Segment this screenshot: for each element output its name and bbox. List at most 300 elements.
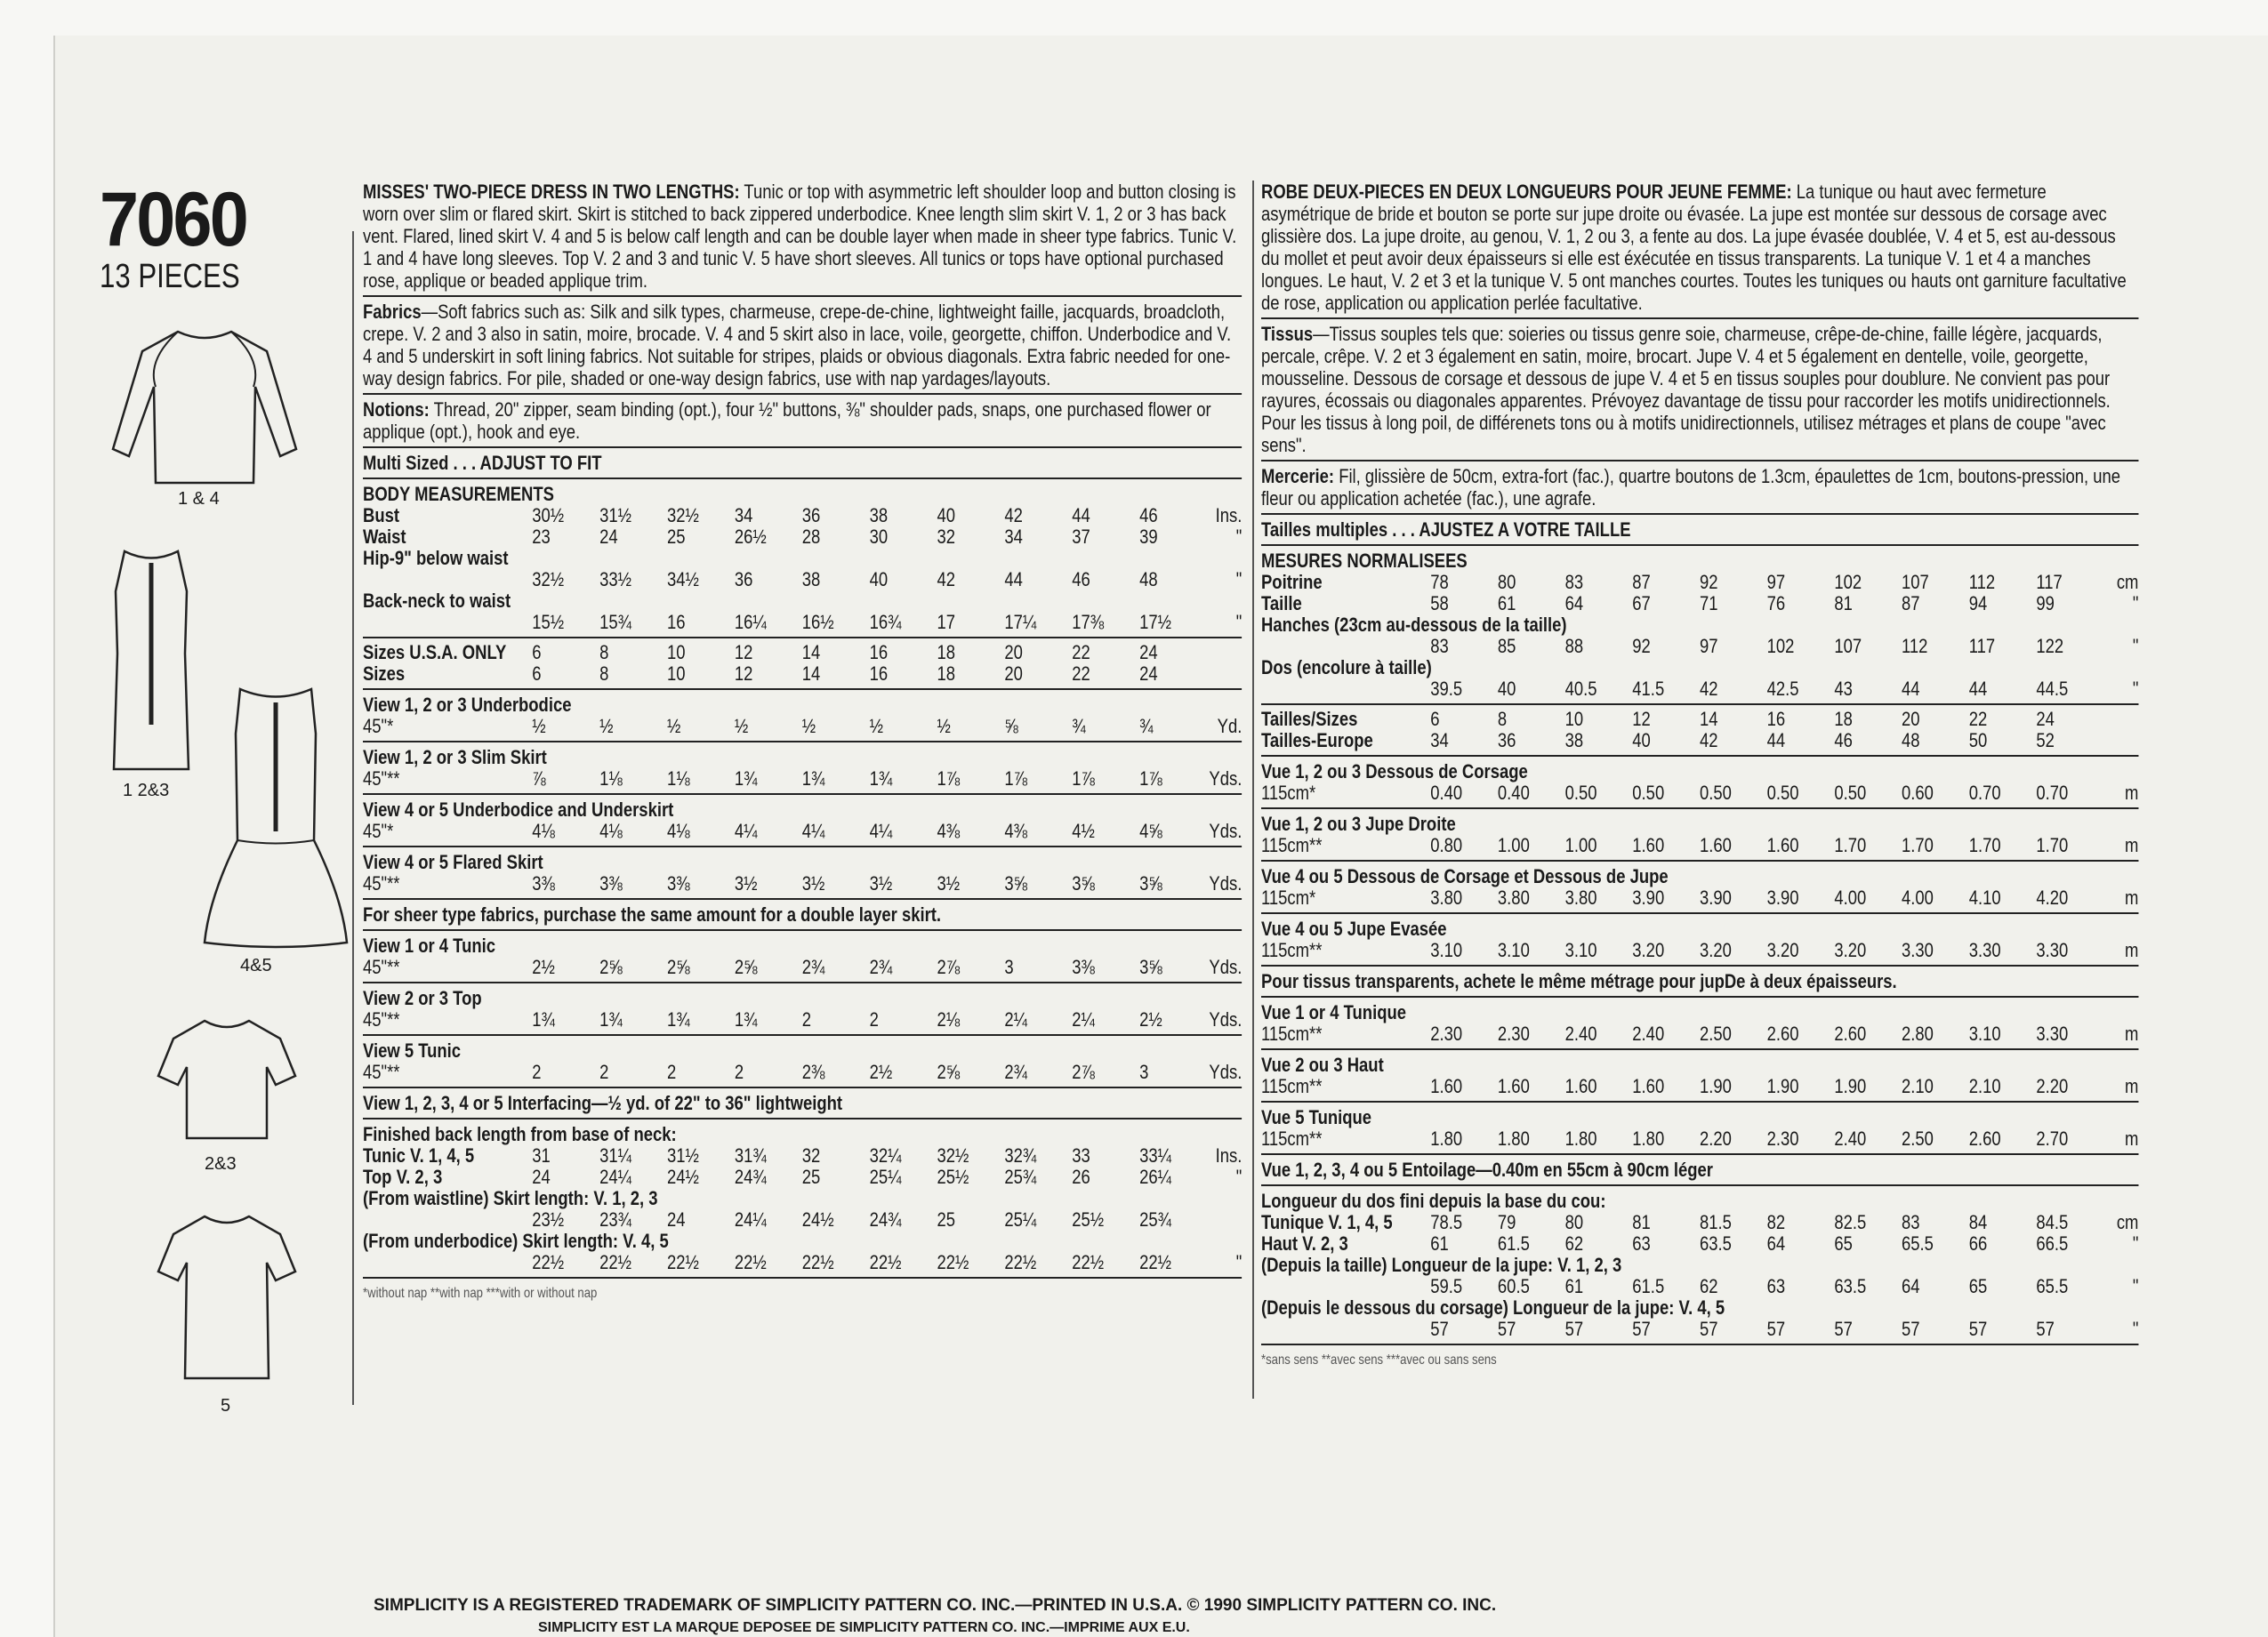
yardage-row (1261, 940, 2138, 961)
size-value: 78.5 (1430, 1211, 1463, 1233)
size-value: 31¾ (734, 1144, 767, 1167)
notions-label: Notions: (363, 398, 430, 421)
finished-length-row (363, 1252, 1242, 1273)
size-value: 3.30 (2036, 1023, 2069, 1045)
size-value: 66.5 (2036, 1232, 2069, 1255)
size-value: 28 (801, 526, 821, 548)
size-value: 34 (1430, 729, 1449, 751)
size-value: 1.60 (1632, 834, 1665, 856)
finished-length-row (363, 1231, 1242, 1252)
size-value: 81 (1632, 1211, 1651, 1233)
size-value: 2⅝ (666, 956, 690, 978)
row-label: Bust (363, 504, 399, 526)
size-value: 16¾ (869, 611, 902, 633)
size-value: 2.40 (1834, 1127, 1867, 1150)
size-value: 3⅜ (532, 872, 555, 895)
size-value: 57 (1902, 1318, 1920, 1340)
size-value: 4⅜ (1004, 820, 1028, 842)
size-value: 2.60 (1968, 1127, 2001, 1150)
size-value: 32¼ (869, 1144, 902, 1167)
row-label: 45"* (363, 820, 394, 842)
body-measurements-heading-fr: MESURES NORMALISEES (1261, 550, 1468, 572)
yardage-row (1261, 1023, 2138, 1045)
size-value: 3 (1004, 956, 1014, 978)
size-value: 4⅛ (599, 820, 623, 842)
size-value: 8 (599, 641, 609, 663)
size-value: 22 (1072, 641, 1090, 663)
row-label: 45"** (363, 1008, 400, 1031)
sketch-underbodice-flared-skirt (200, 685, 351, 951)
finished-length-table-fr (1261, 1212, 2138, 1340)
size-value: 39.5 (1430, 678, 1463, 700)
multi-sized-label-fr: Tailles multiples . . . AJUSTEZ A VOTRE TAILLE (1261, 518, 1631, 541)
size-value: 1.60 (1632, 1075, 1665, 1097)
size-value: 2.10 (1968, 1075, 2001, 1097)
description-text: Tunic or top with asymmetric left shoulder loop and button closing is worn over slim or flared skirt. Skirt is stitched to back zippered underbodice. Knee length slim skirt V. 1, 2 or 3 has back vent. Flared, lined skirt V. 4 and 5 is below calf length and can be double layer when made in sheer type fabrics. Tunic V. 1 and 4 have long sleeves. Top V. 2 and 3 and tunic V. 5 have short sleeves. All tunics or tops have optional purchased rose, applique or beaded applique trim. (363, 181, 1237, 292)
size-value: 3⅝ (1139, 872, 1162, 895)
size-value: 42.5 (1766, 678, 1799, 700)
size-value: 24 (532, 1166, 551, 1188)
size-value: 22½ (1004, 1251, 1037, 1273)
finished-length-row (363, 1145, 1242, 1167)
size-value: 80 (1564, 1211, 1584, 1233)
size-value: 2 (532, 1061, 542, 1083)
finished-length-row (1261, 1255, 2138, 1276)
size-value: 92 (1632, 635, 1651, 657)
yardage-row (1261, 782, 2138, 804)
measurement-row (363, 612, 1242, 633)
size-value: 2.30 (1497, 1023, 1530, 1045)
interfacing-fr: Vue 1, 2, 3, 4 ou 5 Entoilage—0.40m en 55cm à 90cm léger (1261, 1159, 1713, 1181)
yardage-row (1261, 1128, 2138, 1150)
row-label: 45"** (363, 956, 400, 978)
fabrics-label-fr: Tissus (1261, 323, 1314, 345)
size-value: 4½ (1072, 820, 1095, 842)
row-label: Poitrine (1261, 571, 1323, 593)
size-value: 25¾ (1139, 1208, 1172, 1231)
size-value: 18 (937, 641, 956, 663)
size-value: 3 (1139, 1061, 1149, 1083)
sketch-top-short-sleeve (151, 1014, 302, 1147)
size-value: 17⅜ (1072, 611, 1105, 633)
size-value: 3.20 (1632, 939, 1665, 961)
size-value: 102 (1766, 635, 1795, 657)
size-value: 3.30 (1968, 939, 2001, 961)
size-value: 97 (1699, 635, 1718, 657)
unit: " (2132, 1318, 2139, 1340)
size-value: 43 (1834, 678, 1853, 700)
size-value: 87 (1902, 592, 1920, 614)
size-value: 52 (2036, 729, 2055, 751)
size-value: 3.90 (1632, 887, 1665, 909)
size-value: 3.20 (1766, 939, 1799, 961)
row-label: (From underbodice) Skirt length: V. 4, 5 (363, 1230, 669, 1252)
size-value: 24¾ (869, 1208, 902, 1231)
size-value: 39 (1139, 526, 1158, 548)
size-value: 6 (532, 641, 542, 663)
size-value: 1⅞ (1072, 767, 1095, 790)
size-value: 0.50 (1834, 782, 1867, 804)
size-value: 81 (1834, 592, 1853, 614)
size-value: ½ (666, 715, 681, 737)
size-value: 18 (1834, 708, 1853, 730)
unit: " (1235, 568, 1243, 590)
size-value: 46 (1139, 504, 1158, 526)
size-value: 34½ (666, 568, 699, 590)
size-value: 10 (666, 641, 686, 663)
size-value: 57 (1430, 1318, 1449, 1340)
size-value: 83 (1902, 1211, 1920, 1233)
finished-length-heading: Finished back length from base of neck: (363, 1123, 677, 1145)
measurement-row (1261, 614, 2138, 636)
view-heading: View 5 Tunic (363, 1039, 462, 1062)
finished-length-row (1261, 1212, 2138, 1233)
yardage-row (363, 768, 1242, 790)
measurement-row (363, 569, 1242, 590)
notions (363, 398, 1242, 443)
size-value: 3½ (937, 872, 961, 895)
sheer-note: For sheer type fabrics, purchase the same amount for a double layer skirt. (363, 903, 942, 926)
size-value: 14 (801, 662, 821, 685)
size-value: 22½ (1139, 1251, 1172, 1273)
size-value: 20 (1004, 662, 1023, 685)
size-value: 40 (937, 504, 956, 526)
row-label: 45"** (363, 767, 400, 790)
size-value: 24 (2036, 708, 2055, 730)
size-value: 33¼ (1139, 1144, 1172, 1167)
unit: " (1235, 1166, 1243, 1188)
yardage-row (363, 716, 1242, 737)
size-value: 63 (1766, 1275, 1786, 1297)
size-value: 25½ (937, 1166, 969, 1188)
size-row (1261, 709, 2138, 730)
size-value: 2⅜ (801, 1061, 825, 1083)
size-value: 1.80 (1497, 1127, 1530, 1150)
size-value: 57 (2036, 1318, 2055, 1340)
size-value: 65.5 (1902, 1232, 1934, 1255)
yardage-row (1261, 835, 2138, 856)
size-value: 24½ (801, 1208, 834, 1231)
size-value: ½ (801, 715, 816, 737)
size-value: 40.5 (1564, 678, 1597, 700)
size-value: ½ (869, 715, 884, 737)
size-value: 48 (1902, 729, 1920, 751)
size-value: 1.80 (1564, 1127, 1597, 1150)
size-value: 3.30 (2036, 939, 2069, 961)
row-label: Taille (1261, 592, 1302, 614)
size-value: 40 (869, 568, 889, 590)
size-value: 44 (1766, 729, 1786, 751)
size-value: 32½ (937, 1144, 969, 1167)
size-value: 38 (801, 568, 821, 590)
row-label: Back-neck to waist (363, 590, 511, 612)
view-heading: Vue 4 ou 5 Jupe Evasée (1261, 918, 1447, 940)
size-value: 83 (1430, 635, 1449, 657)
size-value: 87 (1632, 571, 1651, 593)
row-label: 115cm** (1261, 834, 1323, 856)
view-label-4-5: 4&5 (240, 956, 272, 975)
size-value: 3.10 (1497, 939, 1530, 961)
size-value: 67 (1632, 592, 1651, 614)
unit: " (2132, 592, 2139, 614)
size-value: 22 (1072, 662, 1090, 685)
yardage-row (363, 1009, 1242, 1031)
row-label: (Depuis la taille) Longueur de la jupe: V. 1, 2, 3 (1261, 1254, 1622, 1276)
measurement-row (363, 526, 1242, 548)
size-value: 2 (801, 1008, 812, 1031)
row-label: Hanches (23cm au-dessous de la taille) (1261, 614, 1567, 636)
size-value: 1.70 (1834, 834, 1867, 856)
size-value: 64 (1766, 1232, 1786, 1255)
size-value: 24½ (666, 1166, 699, 1188)
size-value: 40 (1632, 729, 1651, 751)
size-value: 4¼ (734, 820, 758, 842)
unit: " (2132, 1232, 2139, 1255)
measurement-row (1261, 678, 2138, 700)
size-value: 32½ (666, 504, 699, 526)
size-value: 59.5 (1430, 1275, 1463, 1297)
size-value: 32½ (532, 568, 565, 590)
size-value: 2.60 (1766, 1023, 1799, 1045)
size-value: 34 (1004, 526, 1023, 548)
measurement-row (363, 548, 1242, 569)
size-value: 2¼ (1004, 1008, 1028, 1031)
size-value: 24¼ (599, 1166, 632, 1188)
size-value: 23¾ (599, 1208, 632, 1231)
unit: Yds. (1209, 767, 1243, 790)
fabrics-label: Fabrics (363, 301, 422, 323)
view-heading: Vue 1, 2 ou 3 Jupe Droite (1261, 813, 1456, 835)
size-value: 22½ (937, 1251, 969, 1273)
size-value: 122 (2036, 635, 2064, 657)
size-value: 41.5 (1632, 678, 1665, 700)
size-value: 2⅝ (734, 956, 758, 978)
row-label: Waist (363, 526, 406, 548)
size-value: 22½ (532, 1251, 565, 1273)
notions-fr (1261, 465, 2138, 510)
size-value: 31½ (599, 504, 632, 526)
finished-length-row (363, 1209, 1242, 1231)
unit: " (1235, 1251, 1243, 1273)
view-heading: Vue 1 or 4 Tunique (1261, 1001, 1407, 1023)
row-label: 115cm** (1261, 939, 1323, 961)
notions-text: Thread, 20" zipper, seam binding (opt.), four ½" buttons, ⅜" shoulder pads, snaps, one purchased flower or applique (opt.), hook and eye. (363, 398, 1211, 443)
size-value: 22½ (801, 1251, 834, 1273)
size-value: 12 (1632, 708, 1651, 730)
measurement-row (363, 590, 1242, 612)
english-column (363, 181, 1242, 1304)
size-value: 3.80 (1497, 887, 1530, 909)
size-value: 64 (1564, 592, 1584, 614)
dress-title: MISSES' TWO-PIECE DRESS IN TWO LENGTHS: (363, 181, 740, 203)
multi-sized-label: Multi Sized . . . ADJUST TO FIT (363, 452, 602, 474)
size-value: 1¾ (666, 1008, 690, 1031)
unit: " (2132, 678, 2139, 700)
size-value: 42 (1699, 678, 1718, 700)
description (363, 181, 1242, 292)
unit: cm (2116, 571, 2139, 593)
size-value: 4.00 (1902, 887, 1934, 909)
size-value: ⅝ (1004, 715, 1018, 737)
size-value: 1⅛ (666, 767, 690, 790)
size-value: 0.60 (1902, 782, 1934, 804)
size-value: 38 (1564, 729, 1584, 751)
dress-title-fr: ROBE DEUX-PIECES EN DEUX LONGUEURS POUR JEUNE FEMME: (1261, 181, 1792, 203)
size-value: 25 (801, 1166, 821, 1188)
unit: Ins. (1215, 504, 1243, 526)
size-value: 50 (1968, 729, 1988, 751)
size-value: 1.60 (1699, 834, 1732, 856)
size-value: 0.50 (1632, 782, 1665, 804)
measurement-row (1261, 593, 2138, 614)
view-heading: View 2 or 3 Top (363, 987, 482, 1009)
size-value: 30½ (532, 504, 565, 526)
size-value: 99 (2036, 592, 2055, 614)
view-heading: View 1, 2 or 3 Slim Skirt (363, 746, 547, 768)
notions-label-fr: Mercerie: (1261, 465, 1335, 487)
size-value: 2⅞ (1072, 1061, 1095, 1083)
size-value: 57 (1564, 1318, 1584, 1340)
size-value: 16 (869, 662, 889, 685)
view-heading: View 4 or 5 Underbodice and Underskirt (363, 798, 674, 821)
size-value: 31¼ (599, 1144, 632, 1167)
view-heading: Vue 4 ou 5 Dessous de Corsage et Dessous de Jupe (1261, 865, 1669, 887)
size-value: 80 (1497, 571, 1516, 593)
size-value: 1.60 (1766, 834, 1799, 856)
size-value: 62 (1564, 1232, 1584, 1255)
size-value: 82.5 (1834, 1211, 1867, 1233)
view-heading: Vue 1, 2 ou 3 Dessous de Corsage (1261, 760, 1528, 782)
size-value: 36 (801, 504, 821, 526)
size-value: 4⅜ (937, 820, 961, 842)
size-value: 6 (532, 662, 542, 685)
row-label: 115cm** (1261, 1023, 1323, 1045)
size-value: 24 (599, 526, 618, 548)
size-value: 2 (599, 1061, 609, 1083)
size-value: 16½ (801, 611, 834, 633)
size-value: 3⅜ (666, 872, 690, 895)
size-value: 2½ (532, 956, 555, 978)
size-value: 57 (1834, 1318, 1853, 1340)
unit: " (2132, 635, 2139, 657)
view-label-1-4: 1 & 4 (178, 489, 220, 509)
size-value: 24 (666, 1208, 686, 1231)
size-value: 3⅝ (1139, 956, 1162, 978)
size-value: 2¾ (869, 956, 893, 978)
size-value: 3.10 (1564, 939, 1597, 961)
size-value: 76 (1766, 592, 1786, 614)
size-value: 1¾ (801, 767, 825, 790)
size-value: 23 (532, 526, 551, 548)
trademark-line-en: SIMPLICITY IS A REGISTERED TRADEMARK OF SIMPLICITY PATTERN CO. INC.—PRINTED IN U.S.A. © 1990 SIMPLICITY PATTERN CO. INC. (374, 1596, 1497, 1615)
size-value: 16 (869, 641, 889, 663)
size-value: 3½ (869, 872, 893, 895)
size-value: 42 (937, 568, 956, 590)
size-value: 2.30 (1430, 1023, 1463, 1045)
unit: m (2125, 1023, 2139, 1045)
size-value: 2 (734, 1061, 744, 1083)
size-value: ½ (937, 715, 951, 737)
size-value: 22½ (734, 1251, 767, 1273)
size-value: 4.20 (2036, 887, 2069, 909)
trademark-line-fr: SIMPLICITY EST LA MARQUE DEPOSEE DE SIMPLICITY PATTERN CO. INC.—IMPRIME AUX E.U. (538, 1620, 1190, 1635)
size-value: 1.70 (2036, 834, 2069, 856)
sheer-note-fr: Pour tissus transparents, achete le même métrage pour jupDe à deux épaisseurs. (1261, 970, 1897, 992)
unit: Yd. (1217, 715, 1243, 737)
size-value: 1¾ (734, 1008, 758, 1031)
size-value: 3.80 (1564, 887, 1597, 909)
size-value: 4⅝ (1139, 820, 1162, 842)
size-value: 2⅝ (937, 1061, 961, 1083)
size-value: 3½ (801, 872, 825, 895)
size-value: 36 (1497, 729, 1516, 751)
measurement-row (1261, 657, 2138, 678)
size-value: 46 (1072, 568, 1090, 590)
size-row (1261, 730, 2138, 751)
size-value: 1.60 (1564, 1075, 1597, 1097)
size-value: 82 (1766, 1211, 1786, 1233)
size-value: 2.30 (1766, 1127, 1799, 1150)
size-value: 0.80 (1430, 834, 1463, 856)
size-value: 44 (1968, 678, 1988, 700)
view-label-1-2-3: 1 2&3 (123, 781, 170, 800)
unit: m (2125, 887, 2139, 909)
row-label: Dos (encolure à taille) (1261, 656, 1432, 678)
size-value: 24¾ (734, 1166, 767, 1188)
size-value: 2.10 (1902, 1075, 1934, 1097)
row-label: Sizes U.S.A. ONLY (363, 641, 507, 663)
size-value: 1.90 (1699, 1075, 1732, 1097)
size-value: 33 (1072, 1144, 1090, 1167)
row-label: Tailles/Sizes (1261, 708, 1358, 730)
size-value: 17¼ (1004, 611, 1037, 633)
body-measurements-heading: BODY MEASUREMENTS (363, 483, 554, 505)
sizes-table (363, 642, 1242, 685)
size-value: 2.70 (2036, 1127, 2069, 1150)
size-value: 4⅛ (666, 820, 690, 842)
size-value: 26½ (734, 526, 767, 548)
size-value: 61 (1430, 1232, 1449, 1255)
size-value: 22½ (599, 1251, 632, 1273)
size-value: 2 (869, 1008, 879, 1031)
unit: " (1235, 526, 1243, 548)
sketch-tunic-short-sleeve (151, 1209, 302, 1387)
yardage-row (363, 873, 1242, 895)
size-value: 32¾ (1004, 1144, 1037, 1167)
finished-length-row (1261, 1319, 2138, 1340)
unit: m (2125, 939, 2139, 961)
unit: Yds. (1209, 956, 1243, 978)
row-label: 45"** (363, 872, 400, 895)
size-value: 44 (1902, 678, 1920, 700)
column-divider-left (352, 231, 354, 1405)
yardage-row (363, 1062, 1242, 1083)
size-value: 2.50 (1699, 1023, 1732, 1045)
size-value: 2¼ (1072, 1008, 1095, 1031)
row-label: Tunique V. 1, 4, 5 (1261, 1211, 1393, 1233)
size-value: 2.50 (1902, 1127, 1934, 1150)
finished-length-row (363, 1188, 1242, 1209)
size-value: 3.30 (1902, 939, 1934, 961)
size-value: 0.70 (1968, 782, 2001, 804)
pieces-count: 13 PIECES (100, 258, 240, 295)
size-value: 48 (1139, 568, 1158, 590)
size-value: 14 (1699, 708, 1718, 730)
unit: " (1235, 611, 1243, 633)
size-value: 23½ (532, 1208, 565, 1231)
size-value: 63.5 (1699, 1232, 1732, 1255)
size-value: 25 (666, 526, 686, 548)
